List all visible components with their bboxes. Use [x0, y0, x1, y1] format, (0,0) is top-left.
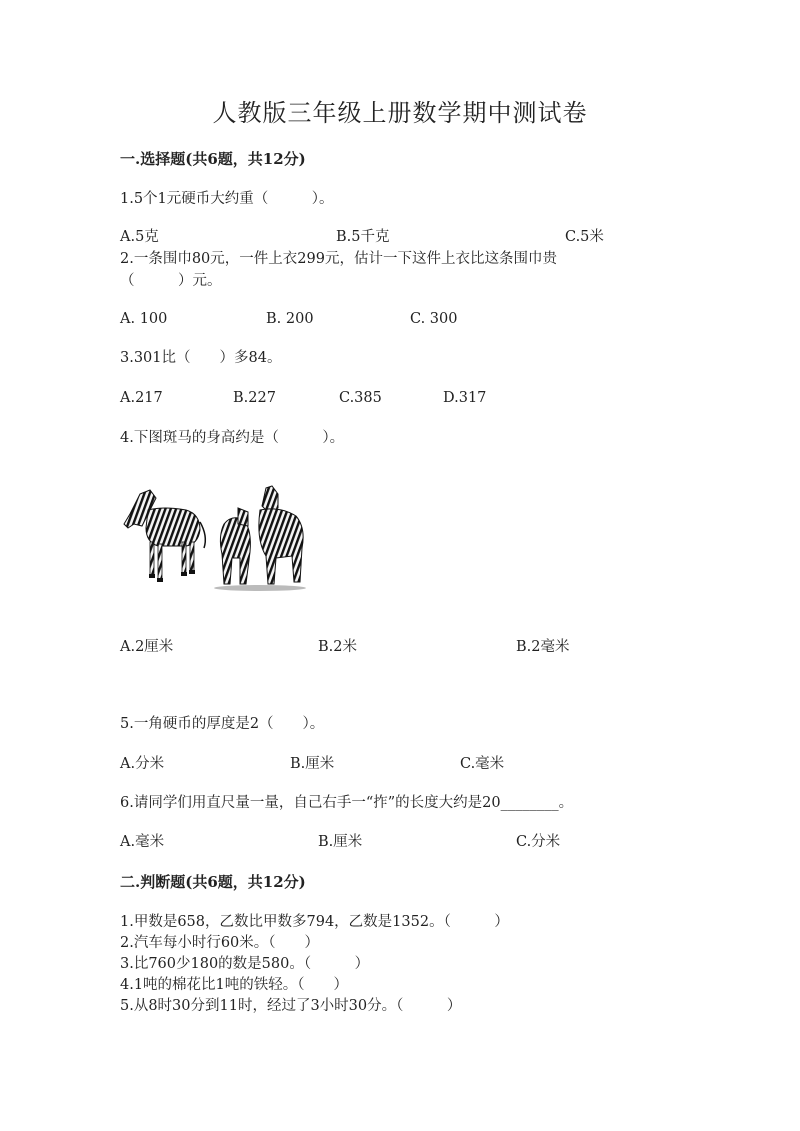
q6-option-c: C.分米 — [516, 834, 561, 850]
zebra-image — [120, 484, 310, 594]
q4-option-a: A.2厘米 — [120, 639, 174, 655]
q6-option-b: B.厘米 — [318, 834, 363, 850]
q2-option-a: A. 100 — [120, 311, 168, 327]
zebra-pair — [214, 486, 306, 591]
q1-option-a: A.5克 — [120, 229, 159, 245]
judgment-item-1: 1.甲数是658，乙数比甲数多794，乙数是1352。（ ） — [120, 914, 509, 930]
q3-option-b: B.227 — [233, 390, 276, 406]
q2-option-c: C. 300 — [410, 311, 458, 327]
question-3: 3.301比（ ）多84。 — [120, 350, 282, 366]
judgment-item-2: 2.汽车每小时行60米。（ ） — [120, 935, 320, 951]
q5-option-c: C.毫米 — [460, 756, 505, 772]
q6-option-a: A.毫米 — [120, 834, 165, 850]
question-5: 5.一角硬币的厚度是2（ ）。 — [120, 716, 325, 732]
judgment-item-3: 3.比760少180的数是580。（ ） — [120, 956, 370, 972]
section-heading-judgment: 二.判断题(共6题，共12分) — [120, 873, 306, 891]
q1-option-c: C.5米 — [565, 229, 604, 245]
question-2-line1: 2.一条围巾80元，一件上衣299元，估计一下这件上衣比这条围巾贵 — [120, 251, 557, 267]
zebra-left — [124, 490, 205, 582]
q2-option-b: B. 200 — [266, 311, 314, 327]
judgment-item-4: 4.1吨的棉花比1吨的铁轻。（ ） — [120, 977, 349, 993]
question-4: 4.下图斑马的身高约是（ ）。 — [120, 430, 345, 446]
question-2-line2: （ ）元。 — [120, 273, 222, 289]
q3-option-d: D.317 — [443, 390, 487, 406]
q5-option-b: B.厘米 — [290, 756, 335, 772]
q5-option-a: A.分米 — [120, 756, 165, 772]
question-6: 6.请同学们用直尺量一量，自己右手一“拃”的长度大约是20________。 — [120, 795, 574, 811]
question-1: 1.5个1元硬币大约重（ ）。 — [120, 191, 334, 207]
section-heading-choice: 一.选择题(共6题，共12分) — [120, 150, 306, 168]
zebra-illustration — [120, 484, 310, 594]
q4-option-c: B.2毫米 — [516, 639, 570, 655]
page-title: 人教版三年级上册数学期中测试卷 — [212, 99, 588, 127]
q4-option-b: B.2米 — [318, 639, 357, 655]
q3-option-c: C.385 — [339, 390, 382, 406]
judgment-item-5: 5.从8时30分到11时，经过了3小时30分。（ ） — [120, 998, 462, 1014]
q3-option-a: A.217 — [120, 390, 163, 406]
q1-option-b: B.5千克 — [336, 229, 390, 245]
